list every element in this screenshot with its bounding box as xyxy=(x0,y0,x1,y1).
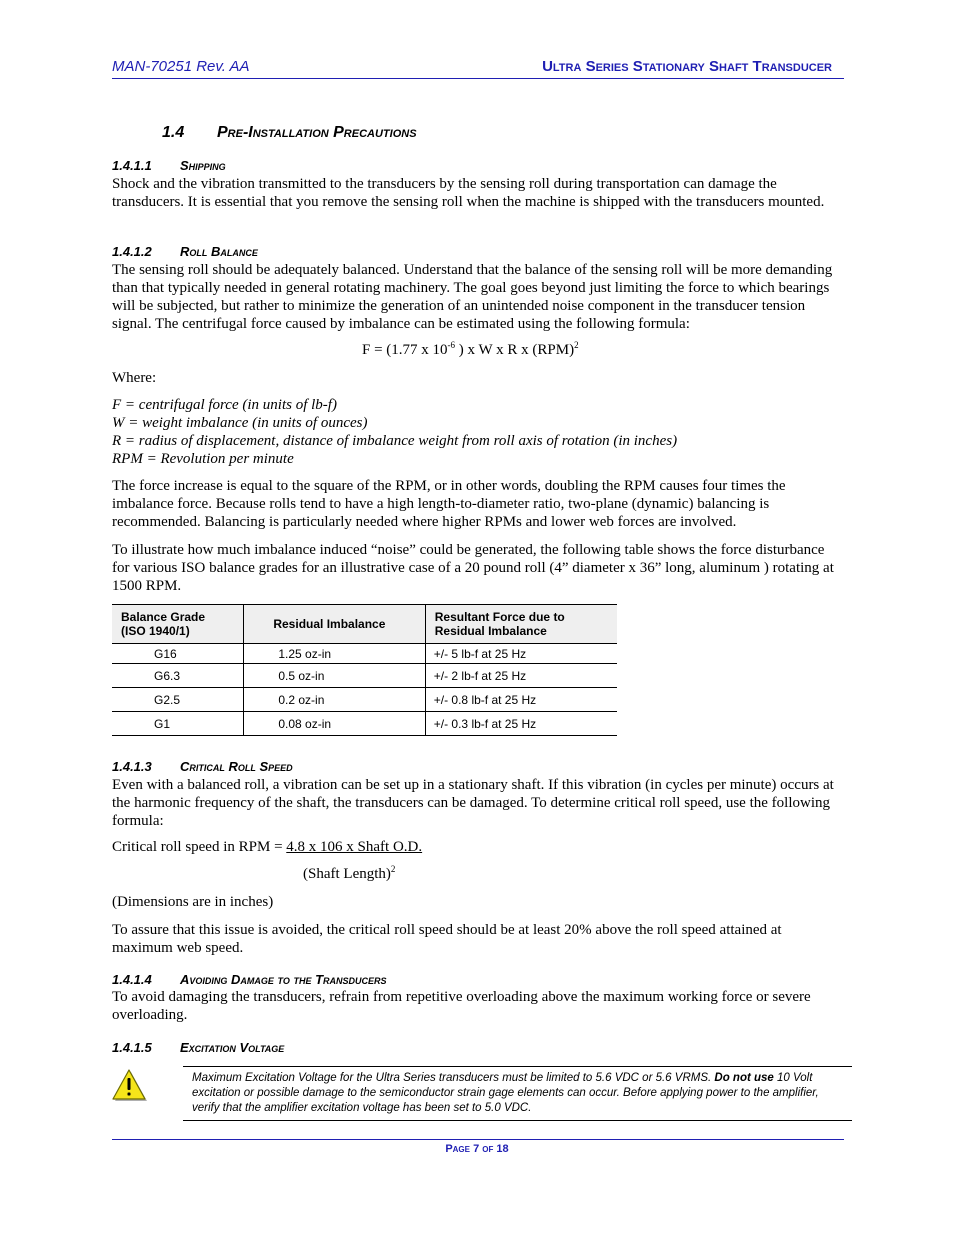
section-number: 1.4 xyxy=(162,124,185,141)
warning-box xyxy=(183,1066,852,1121)
definition-line: RPM = Revolution per minute xyxy=(112,451,294,467)
table-cell: 1.25 oz-in xyxy=(244,644,425,664)
header-text: (ISO 1940/1) xyxy=(121,624,190,638)
formula-exponent: 2 xyxy=(574,340,579,350)
table-cell: G16 xyxy=(112,644,244,664)
definition-line: F = centrifugal force (in units of lb-f) xyxy=(112,397,337,413)
definition-line: W = weight imbalance (in units of ounces) xyxy=(112,415,368,431)
page-header xyxy=(112,56,844,79)
formula-exponent: -6 xyxy=(447,340,456,350)
footer-page-word: Page xyxy=(445,1143,470,1155)
critical-speed-formula xyxy=(112,839,422,856)
formula-part: ) x W x R x (RPM) xyxy=(455,342,575,358)
avoiding-paragraph: To avoid damaging the transducers, refrain from repetitive overloading above the maximum working force or severe overloading. xyxy=(112,989,811,1023)
table-row xyxy=(112,664,617,688)
subsection-number: 1.4.1.4 xyxy=(112,972,152,987)
table-cell: +/- 0.8 lb-f at 25 Hz xyxy=(425,688,617,712)
section-title: Pre-Installation Precautions xyxy=(217,124,417,141)
subsection-title: Roll Balance xyxy=(180,244,258,259)
dimensions-note: (Dimensions are in inches) xyxy=(112,894,274,910)
subsection-title: Critical Roll Speed xyxy=(180,759,293,774)
subsection-heading-roll-balance xyxy=(112,244,258,259)
table-row xyxy=(112,644,617,664)
subsection-title: Shipping xyxy=(180,158,226,173)
table-header-cell xyxy=(112,605,244,644)
table-cell: +/- 2 lb-f at 25 Hz xyxy=(425,664,617,688)
footer-rule xyxy=(112,1139,844,1140)
subsection-heading-avoiding-damage xyxy=(112,972,387,987)
header-text: Residual Imbalance xyxy=(434,624,547,638)
table-cell: +/- 0.3 lb-f at 25 Hz xyxy=(425,712,617,736)
subsection-number: 1.4.1.5 xyxy=(112,1040,152,1055)
table-cell: 0.5 oz-in xyxy=(244,664,425,688)
roll-balance-paragraph: The sensing roll should be adequately balanced. Understand that the balance of the sensing roll will be more demanding than that typically needed in general rotating machinery. The goal goes beyond just limiting the force to which bearings will be subjected, but rather to minimize the generation of an unintended noise component in the transducer tension signal. The centrifugal force caused by imbalance can be estimated using the following formula: xyxy=(112,262,833,332)
total-pages: 18 xyxy=(496,1143,509,1155)
table-cell: G2.5 xyxy=(112,688,244,712)
warning-text-part: Maximum Excitation Voltage for the Ultra Series transducers must be limited to 5.6 VDC or 5.6 VRMS. xyxy=(192,1072,715,1084)
formula-numerator: 4.8 x 106 x Shaft O.D. xyxy=(286,839,423,855)
critical-paragraph: Even with a balanced roll, a vibration can be set up in a stationary shaft. If this vibration (in cycles per minute) occurs at the harmonic frequency of the shaft, the transducers can be damaged. To determine critical roll speed, use the following formula: xyxy=(112,777,834,829)
force-increase-paragraph: The force increase is equal to the square of the RPM, or in other words, doubling the RPM causes four times the imbalance force. Because rolls tend to have a high length-to-diameter ratio, two-plane (dynamic) balancing is recommended. Balancing is particularly needed where higher RPMs and lower web forces are involved. xyxy=(112,478,786,530)
table-row xyxy=(112,688,617,712)
table-cell: 0.2 oz-in xyxy=(244,688,425,712)
subsection-heading-critical-roll-speed xyxy=(112,759,293,774)
table-cell: G1 xyxy=(112,712,244,736)
warning-text-part: 10 Volt excitation or possible damage to the semiconductor strain gage elements can occur. Before applying power to the amplifier, verify that the amplifier excitation voltage has been set to 5.0 VDC. xyxy=(192,1072,819,1114)
table-cell: 0.08 oz-in xyxy=(244,712,425,736)
subsection-title: Avoiding Damage to the Transducers xyxy=(180,972,387,987)
illustrate-paragraph: To illustrate how much imbalance induced “noise” could be generated, the following table shows the force disturbance for various ISO balance grades for an illustrative case of a 20 pound roll (4” diameter x 36” long, aluminum ) rotating at 1500 RPM. xyxy=(112,542,834,594)
warning-text xyxy=(192,1071,847,1116)
subsection-number: 1.4.1.1 xyxy=(112,158,152,173)
table-header-row xyxy=(112,605,617,644)
subsection-number: 1.4.1.2 xyxy=(112,244,152,259)
section-heading xyxy=(162,124,417,142)
subsection-heading-shipping xyxy=(112,158,226,173)
balance-grade-table xyxy=(112,604,617,736)
centrifugal-force-formula xyxy=(362,342,579,359)
table-cell: +/- 5 lb-f at 25 Hz xyxy=(425,644,617,664)
current-page-number: 7 xyxy=(473,1143,480,1155)
table-cell: G6.3 xyxy=(112,664,244,688)
variable-definitions xyxy=(112,396,852,468)
header-text: Balance Grade xyxy=(121,610,206,624)
critical-paragraph-2: To assure that this issue is avoided, the critical roll speed should be at least 20% above the roll speed attained at maximum web speed. xyxy=(112,922,782,956)
formula-part: (Shaft Length) xyxy=(303,866,391,882)
warning-icon xyxy=(112,1068,148,1104)
doc-title: Ultra Series Stationary Shaft Transducer xyxy=(542,58,832,75)
page-footer xyxy=(0,1143,954,1155)
formula-lead: Critical roll speed in RPM = xyxy=(112,839,287,855)
warning-emphasis: Do not use xyxy=(714,1072,774,1084)
subsection-number: 1.4.1.3 xyxy=(112,759,152,774)
shipping-paragraph: Shock and the vibration transmitted to the transducers by the sensing roll during transportation can damage the transducers. It is essential that you remove the sensing roll when the machine is shipped with the transducers mounted. xyxy=(112,176,825,210)
subsection-heading-excitation-voltage xyxy=(112,1040,284,1055)
table-row xyxy=(112,712,617,736)
formula-part: F = (1.77 x 10 xyxy=(362,342,448,358)
header-text: Resultant Force due to xyxy=(434,610,565,624)
footer-of-word: of xyxy=(482,1143,494,1155)
where-label: Where: xyxy=(112,370,157,386)
table-header-cell: Residual Imbalance xyxy=(244,605,425,644)
subsection-title: Excitation Voltage xyxy=(180,1040,285,1055)
formula-denominator xyxy=(303,866,395,883)
definition-line: R = radius of displacement, distance of imbalance weight from roll axis of rotation (in inches) xyxy=(112,433,678,449)
doc-id: MAN-70251 Rev. AA xyxy=(112,58,250,75)
table-header-cell xyxy=(425,605,617,644)
formula-exponent: 2 xyxy=(390,864,396,874)
